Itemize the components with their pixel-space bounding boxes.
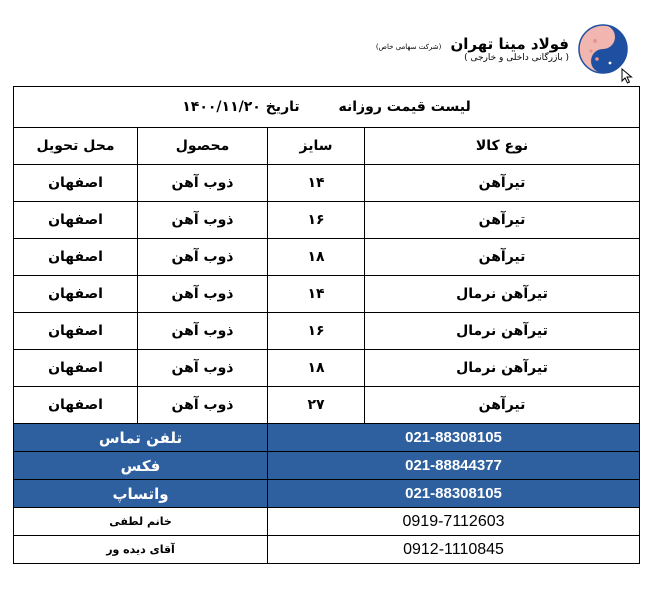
whatsapp-label: واتساپ xyxy=(14,480,268,508)
column-header-location: محل تحویل xyxy=(14,128,138,165)
fax-label: فکس xyxy=(14,452,268,480)
type-cell: ذوب آهن xyxy=(138,387,268,424)
product-cell: تیرآهن xyxy=(365,165,640,202)
price-list-table xyxy=(13,86,640,564)
location-cell: اصفهان xyxy=(14,202,138,239)
table-row xyxy=(14,387,640,424)
location-cell: اصفهان xyxy=(14,350,138,387)
size-cell: ۱۸ xyxy=(268,350,365,387)
location-cell: اصفهان xyxy=(14,239,138,276)
size-cell: ۲۷ xyxy=(268,387,365,424)
company-header xyxy=(376,14,629,84)
phone-number: 021-88308105 xyxy=(268,424,640,452)
contact-row-fax xyxy=(14,452,640,480)
size-cell: ۱۴ xyxy=(268,165,365,202)
didehvar-label: آقای دیده ور xyxy=(14,536,268,564)
lotfi-label: خانم لطفی xyxy=(14,508,268,536)
product-cell: تیرآهن نرمال xyxy=(365,276,640,313)
mouse-pointer-icon xyxy=(621,68,633,84)
whatsapp-number: 021-88308105 xyxy=(268,480,640,508)
contact-row-whatsapp xyxy=(14,480,640,508)
type-cell: ذوب آهن xyxy=(138,350,268,387)
table-row xyxy=(14,202,640,239)
type-cell: ذوب آهن xyxy=(138,239,268,276)
table-row xyxy=(14,165,640,202)
company-note: (شرکت سهامی خاص) xyxy=(375,42,442,51)
location-cell: اصفهان xyxy=(14,313,138,350)
product-cell: تیرآهن نرمال xyxy=(365,350,640,387)
lotfi-number: 0919-7112603 xyxy=(268,508,640,536)
contact-row-didehvar xyxy=(14,536,640,564)
size-cell: ۱۸ xyxy=(268,239,365,276)
contact-row-phone xyxy=(14,424,640,452)
table-row xyxy=(14,239,640,276)
column-header-type: محصول xyxy=(138,128,268,165)
price-list-date: تاریخ ۱۴۰۰/۱۱/۲۰ xyxy=(182,99,300,115)
size-cell: ۱۴ xyxy=(268,276,365,313)
location-cell: اصفهان xyxy=(14,387,138,424)
type-cell: ذوب آهن xyxy=(138,165,268,202)
fax-number: 021-88844377 xyxy=(268,452,640,480)
price-list-title: لیست قیمت روزانه xyxy=(338,99,471,115)
contact-row-lotfi xyxy=(14,508,640,536)
product-cell: تیرآهن xyxy=(365,387,640,424)
table-row xyxy=(14,313,640,350)
didehvar-number: 0912-1110845 xyxy=(268,536,640,564)
location-cell: اصفهان xyxy=(14,165,138,202)
location-cell: اصفهان xyxy=(14,276,138,313)
size-cell: ۱۶ xyxy=(268,202,365,239)
type-cell: ذوب آهن xyxy=(138,202,268,239)
title-row xyxy=(14,87,640,128)
column-header-size: سایز xyxy=(268,128,365,165)
table-row xyxy=(14,350,640,387)
company-brand xyxy=(376,35,569,64)
price-list-title-cell xyxy=(14,87,640,128)
size-cell: ۱۶ xyxy=(268,313,365,350)
product-cell: تیرآهن نرمال xyxy=(365,313,640,350)
header-row xyxy=(14,128,640,165)
type-cell: ذوب آهن xyxy=(138,276,268,313)
table-row xyxy=(14,276,640,313)
product-cell: تیرآهن xyxy=(365,202,640,239)
phone-label: تلفن تماس xyxy=(14,424,268,452)
column-header-product: نوع کالا xyxy=(365,128,640,165)
company-name: فولاد مینا تهران xyxy=(450,34,569,53)
type-cell: ذوب آهن xyxy=(138,313,268,350)
company-subtitle: ( بازرگانی داخلی و خارجی ) xyxy=(464,53,569,64)
product-cell: تیرآهن xyxy=(365,239,640,276)
